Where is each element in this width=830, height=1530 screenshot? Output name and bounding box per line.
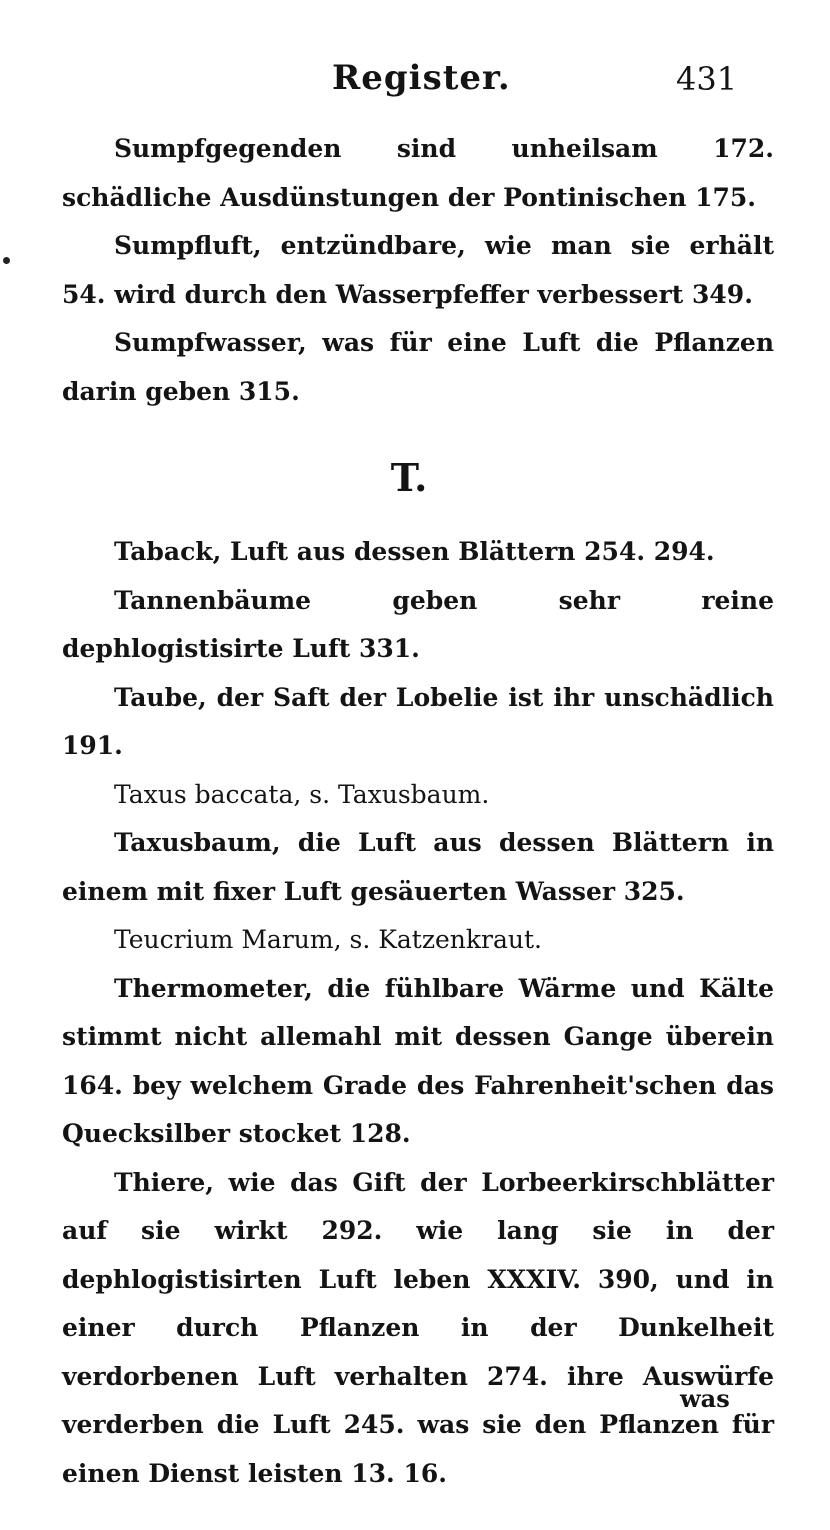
- entry-thermometer: Thermometer, die fühlbare Wärme und Kälte stimmt nicht allemahl mit dessen Gange überein 164. bey welchem Grade des Fahrenheit'schen das Quecksilber stocket 128.: [62, 973, 774, 1148]
- entry-sumpfgegenden: Sumpfgegenden sind unheilsam 172. schädliche Ausdünstungen der Pontinischen 175.: [62, 134, 774, 212]
- entry-teucrium-marum: Teucrium Marum, s. Katzenkraut.: [114, 925, 543, 954]
- entry-tannenbaeume: Tannenbäume geben sehr reine dephlogistisirte Luft 331.: [62, 585, 774, 663]
- entry-sumpfluft: Sumpfluft, entzündbare, wie man sie erhält 54. wird durch den Wasserpfeffer verbessert 349.: [62, 231, 774, 309]
- entry-sumpfwasser: Sumpfwasser, was für eine Luft die Pflanzen darin geben 315.: [62, 328, 774, 406]
- register-entries: [62, 125, 774, 1498]
- page-number: 431: [676, 60, 738, 98]
- running-head: [0, 58, 830, 108]
- entry-taxus-baccata: Taxus baccata, s. Taxusbaum.: [114, 779, 490, 809]
- catchword: was: [680, 1384, 730, 1413]
- section-letter-heading: T.: [390, 455, 428, 500]
- running-head-title: Register.: [332, 58, 511, 98]
- margin-ink-dot: [3, 257, 10, 264]
- entry-taback: Taback, Luft aus dessen Blättern 254. 294.: [114, 537, 715, 566]
- entry-thiere: Thiere, wie das Gift der Lorbeerkirschblätter auf sie wirkt 292. wie lang sie in der dephlogistisirten Luft leben XXXIV. 390, und in einer durch Pflanzen in der Dunkelheit verdorbenen Luft verhalten 274. ihre Auswürfe verderben die Luft 245. was sie den Pflanzen für einen Dienst leisten 13. 16.: [62, 1167, 774, 1488]
- entry-taxusbaum: Taxusbaum, die Luft aus dessen Blättern in einem mit fixer Luft gesäuerten Wasser 325.: [62, 828, 774, 906]
- entry-taube: Taube, der Saft der Lobelie ist ihr unschädlich 191.: [62, 682, 774, 760]
